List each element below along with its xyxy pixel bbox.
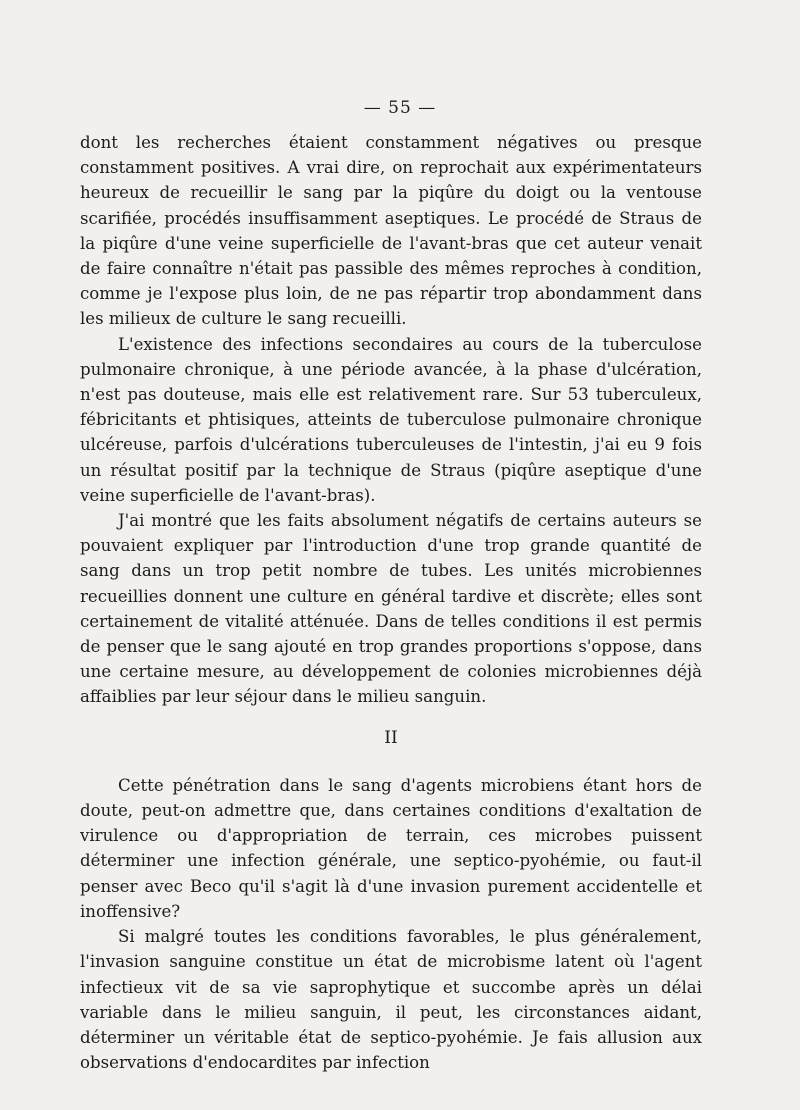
page-number: — 55 —: [363, 98, 437, 118]
paragraph-5: Si malgré toutes les conditions favorables, le plus généralement, l'invasion sanguine constitue un état de microbisme latent où l'agent infectieux vit de sa vie saprophytique et succombe après un délai variable dans le milieu sanguin, il peut, les circonstances aidant, déterminer un véritable état de septico-pyohémie. Je fais allusion aux observations d'endocardites par infection: [80, 927, 702, 1073]
paragraph-3: J'ai montré que les faits absolument négatifs de certains auteurs se pouvaient expliquer par l'introduction d'une trop grande quantité de sang dans un trop petit nombre de tubes. Les unités microbiennes recueillies donnent une culture en général tardive et discrète; elles sont certainement de vitalité atténuée. Dans de telles conditions il est permis de penser que le sang ajouté en trop grandes proportions s'oppose, dans une certaine mesure, au développement de colonies microbiennes déjà affaiblies par leur séjour dans le milieu sanguin.: [80, 511, 702, 707]
paragraph-2: L'existence des infections secondaires au cours de la tuberculose pulmonaire chronique, à une période avancée, à la phase d'ulcération, n'est pas douteuse, mais elle est relativement rare. Sur 53 tuberculeux, fébricitants et phtisiques, atteints de tuberculose pulmonaire chronique ulcéreuse, parfois d'ulcérations tuberculeuses de l'intestin, j'ai eu 9 fois un résultat positif par la technique de Straus (piqûre aseptique d'une veine superficielle de l'avant-bras).: [80, 334, 702, 505]
page-body: [80, 130, 702, 1075]
paragraph-4: Cette pénétration dans le sang d'agents microbiens étant hors de doute, peut-on admettre que, dans certaines conditions d'exaltation de virulence ou d'appropriation de terrain, ces microbes puissent déterminer une infection générale, une septico-pyohémie, ou faut-il penser avec Beco qu'il s'agit là d'une invasion purement accidentelle et inoffensive?: [80, 775, 702, 921]
section-heading: II: [384, 727, 398, 748]
paragraph-1: dont les recherches étaient constamment négatives ou presque constamment positives. A vrai dire, on reprochait aux expérimentateurs heureux de recueillir le sang par la piqûre du doigt ou la ventouse scarifiée, procédés insuffisamment aseptiques. Le procédé de Straus de la piqûre d'une veine superficielle de l'avant-bras que cet auteur venait de faire connaître n'était pas passible des mêmes reproches à condition, comme je l'expose plus loin, de ne pas répartir trop abondamment dans les milieux de culture le sang recueilli.: [80, 133, 702, 329]
